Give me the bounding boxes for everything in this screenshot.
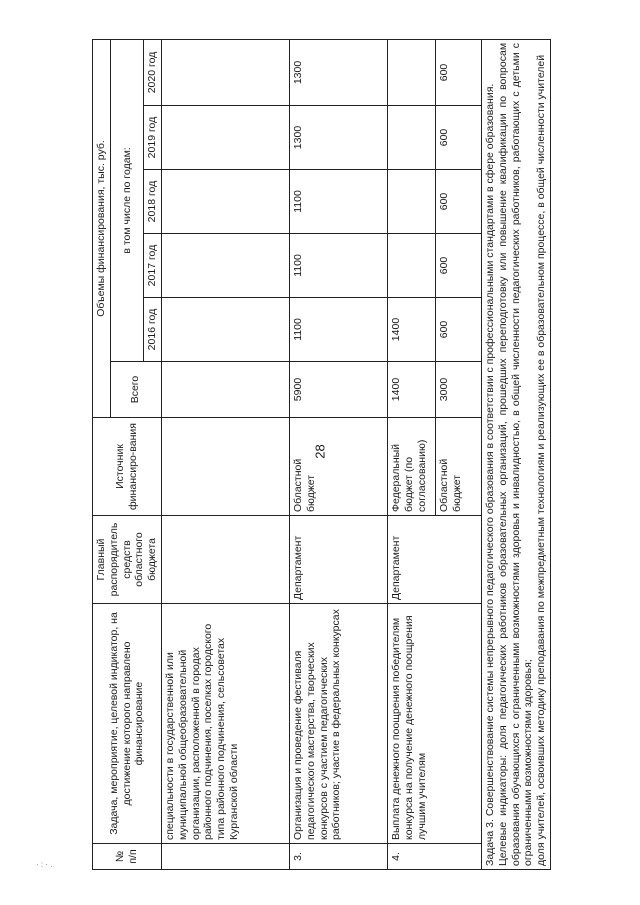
header-task: Задача, мероприятие, целевой индикатор, на достижение которого направлено финансирование: [93, 604, 162, 844]
row-year-value: 1300: [289, 106, 387, 170]
row-total: 1400: [387, 362, 435, 418]
header-source: Источник финансиро-вания: [93, 418, 162, 516]
header-by-years: в том числе по годам:: [110, 39, 143, 361]
task3-indicators-2: доля учителей, освоивших методику преподавания по межпредметным технологиям и реализующих ее в образовательном процессе, в общей численности учителей: [535, 54, 548, 866]
header-year: 2020 год: [144, 39, 162, 105]
row-source: Областной бюджет: [435, 418, 481, 516]
row-manager: Департамент: [387, 516, 481, 604]
table-row: [387, 39, 435, 869]
row-total: 3000: [435, 362, 481, 418]
header-num: № п/п: [93, 844, 162, 870]
header-volumes: Объемы финансирования, тыс. руб.: [93, 39, 111, 417]
table-row: [289, 39, 387, 869]
row-task: Выплата денежного поощрения победителям конкурса на получение денежного поощрения лучшим учителям: [387, 604, 481, 844]
row-total: [161, 362, 289, 418]
row-year-value: 1300: [289, 39, 387, 105]
row-source: [161, 418, 289, 516]
row-task: Организация и проведение фестиваля педагогического мастерства, творческих конкурсов с участием педагогических работников; участие в федеральных конкурсах: [289, 604, 387, 844]
financing-table: [92, 39, 551, 870]
row-year-value: 600: [435, 170, 481, 234]
task3-title: Задача 3. Совершенствование системы непрерывного педагогического образования в соответствии с профессиональными стандартами в сфере образования.: [483, 83, 496, 866]
row-num: 4.: [387, 844, 481, 870]
row-source: Федеральный бюджет (по согласованию): [387, 418, 435, 516]
task3-indicators: Целевые индикаторы: доля педагогических работников образовательных организаций, прошедших переподготовку или повышение квалификации по вопросам образования обучающихся с ограниченными возможностями здоровья и инвалидностью, в общей численности педагогических работников, работающих с детьми с ограниченными возможностями здоровья;: [496, 42, 535, 866]
header-row-1: [93, 39, 111, 869]
rotated-table-container: [92, 40, 620, 870]
row-year-value: 1100: [289, 298, 387, 362]
row-task: специальности в государственной или муниципальной общеобразовательной организации, расположенной в городах районного подчинения, поселках городского типа районного подчинения, сельсоветах Курганской области: [161, 604, 289, 844]
row-year-value: [161, 234, 289, 298]
scan-mark: · : · .: [36, 860, 53, 869]
row-year-value: 600: [435, 106, 481, 170]
task3-row: [481, 39, 550, 869]
row-year-value: 1100: [289, 234, 387, 298]
row-year-value: 600: [435, 298, 481, 362]
row-year-value: [387, 39, 435, 105]
row-year-value: 600: [435, 39, 481, 105]
row-year-value: [387, 170, 435, 234]
row-year-value: [161, 39, 289, 105]
row-year-value: 1400: [387, 298, 435, 362]
row-year-value: [387, 106, 435, 170]
row-year-value: [161, 170, 289, 234]
header-year: 2018 год: [144, 170, 162, 234]
row-source: Областной бюджет: [289, 418, 387, 516]
row-year-value: [161, 298, 289, 362]
row-year-value: 1100: [289, 170, 387, 234]
header-year: 2019 год: [144, 106, 162, 170]
header-manager: Главный распорядитель средств областного бюджета: [93, 516, 162, 604]
header-year: 2017 год: [144, 234, 162, 298]
task3-cell: [481, 39, 550, 869]
row-year-value: 600: [435, 234, 481, 298]
table-row: [161, 39, 289, 869]
row-year-value: [387, 234, 435, 298]
header-total: Всего: [110, 362, 161, 418]
row-total: 5900: [289, 362, 387, 418]
row-year-value: [161, 106, 289, 170]
header-year: 2016 год: [144, 298, 162, 362]
page-number: 28: [312, 444, 328, 459]
row-num: 3.: [289, 844, 387, 870]
row-num: [161, 844, 289, 870]
row-manager: [161, 516, 289, 604]
row-manager: Департамент: [289, 516, 387, 604]
